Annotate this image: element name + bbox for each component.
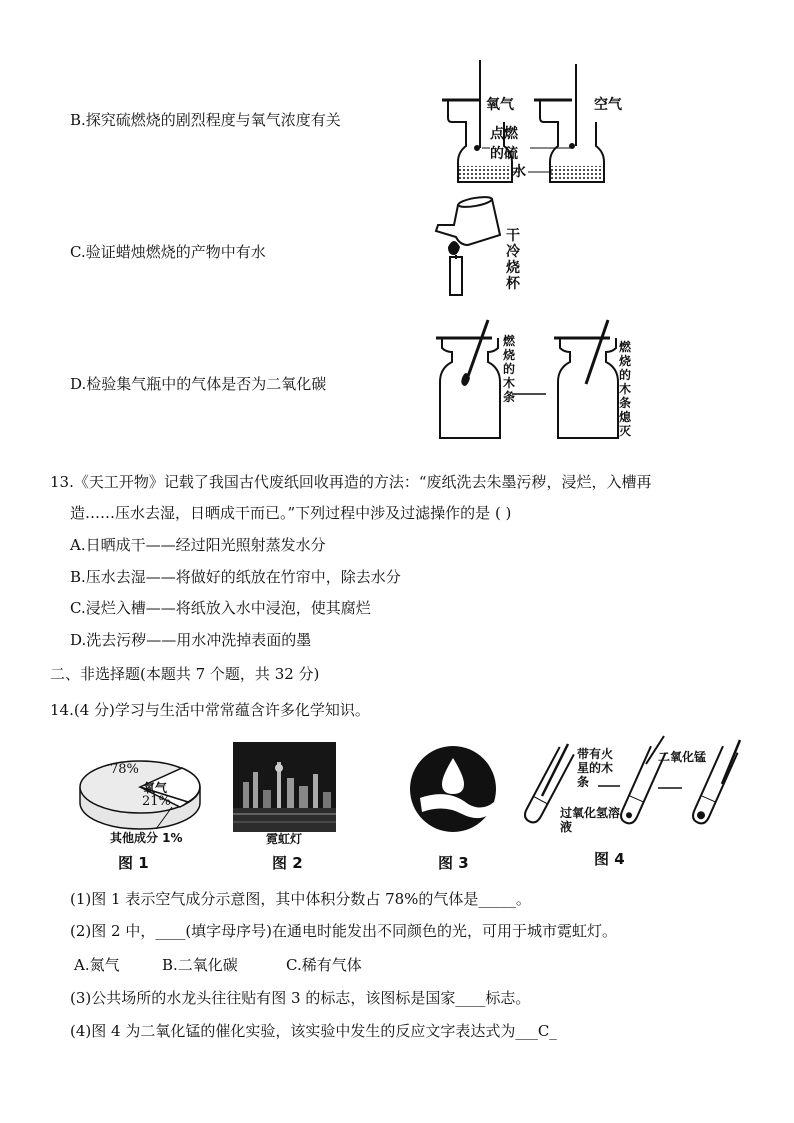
label-burning-splint: 燃烧的木条 <box>502 334 515 404</box>
label-h2o2-solution: 过氧化氢溶液 <box>560 806 621 834</box>
q14-sub2: (2)图 2 中，____(填字母序号)在通电时能发出不同颜色的光，可用于城市霓虹灯。 <box>70 922 618 940</box>
option-d-text: D.检验集气瓶中的气体是否为二氧化碳 <box>70 375 327 393</box>
label-air: 空气 <box>594 97 622 113</box>
figure-catalysis-test-tubes <box>518 736 748 836</box>
pie-label-oxygen: 氧气 <box>143 781 168 795</box>
q13-option-c: C.浸烂入槽——将纸放入水中浸泡，使其腐烂 <box>70 599 371 617</box>
label-cold-beaker: 干冷烧杯 <box>506 228 520 292</box>
pie-label-oxygen-pct: 21% <box>142 794 171 809</box>
figure-3-caption: 图 3 <box>438 854 469 872</box>
q14-sub2-option-a: A.氮气 <box>74 956 120 974</box>
option-b-text: B.探究硫燃烧的剧烈程度与氧气浓度有关 <box>70 111 341 129</box>
q14-sub1: (1)图 1 表示空气成分示意图，其中体积分数占 78%的气体是_____。 <box>70 890 531 908</box>
water-saving-emblem <box>408 744 498 834</box>
figure-4-caption: 图 4 <box>594 850 625 868</box>
section-2-heading: 二、非选择题(本题共 7 个题，共 32 分) <box>50 665 320 683</box>
pie-label-other: 其他成分 1% <box>110 831 183 845</box>
q14-sub2-option-c: C.稀有气体 <box>286 956 362 974</box>
q13-option-a: A.日晒成干——经过阳光照射蒸发水分 <box>70 536 326 554</box>
q14-sub4: (4)图 4 为二氧化锰的催化实验，该实验中发生的反应文字表达式为___C_ <box>70 1022 557 1040</box>
q13-option-b: B.压水去湿——将做好的纸放在竹帘中，除去水分 <box>70 568 401 586</box>
figure-air-pie <box>76 745 206 845</box>
label-splint-extinguished: 燃烧的木条熄灭 <box>618 340 631 438</box>
label-burning-sulfur: 点燃的硫 <box>490 126 518 162</box>
figure-1-caption: 图 1 <box>118 854 149 872</box>
figure-gas-jars <box>432 312 632 442</box>
q14-sub2-option-b: B.二氧化碳 <box>162 956 238 974</box>
figure-candle-beaker <box>428 195 508 300</box>
pie-label-nitrogen-pct: 78% <box>110 762 139 777</box>
neon-city-photo <box>233 742 336 832</box>
option-c-text: C.验证蜡烛燃烧的产物中有水 <box>70 243 266 261</box>
q13-stem-line1: 13.《天工开物》记载了我国古代废纸回收再造的方法：“废纸洗去朱墨污秽，浸烂，入槽再 <box>50 473 652 491</box>
q14-sub3: (3)公共场所的水龙头往往贴有图 3 的标志，该图标是国家____标志。 <box>70 989 531 1007</box>
q14-stem: 14.(4 分)学习与生活中常常蕴含许多化学知识。 <box>50 701 370 719</box>
q13-option-d: D.洗去污秽——用水冲洗掉表面的墨 <box>70 631 312 649</box>
label-glowing-splint: 带有火星的木条 <box>577 747 614 789</box>
label-mno2: 二氧化锰 <box>658 750 707 764</box>
q13-stem-line2: 造……压水去湿，日晒成干而已。”下列过程中涉及过滤操作的是 ( ) <box>70 504 512 522</box>
figure-2-caption: 图 2 <box>272 854 303 872</box>
neon-light-label: 霓虹灯 <box>266 832 303 846</box>
figure-sulfur-combustion <box>430 60 660 190</box>
label-water: 水 <box>512 164 526 180</box>
label-oxygen: 氧气 <box>486 97 514 113</box>
